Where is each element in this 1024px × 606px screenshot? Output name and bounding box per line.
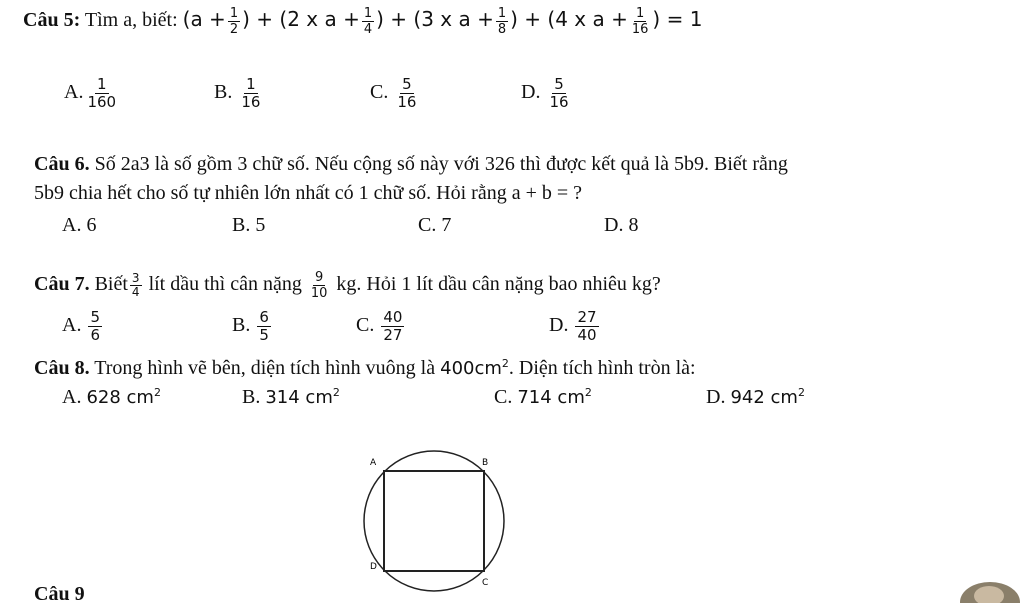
option-value-text: 628 cm xyxy=(86,387,154,408)
option-letter: B. xyxy=(232,314,251,337)
option-value xyxy=(517,387,592,408)
question-6-line-2: 5b9 chia hết cho số tự nhiên lớn nhất có 1 chữ số. Hỏi rằng a + b = ? xyxy=(34,182,583,204)
question-5-term-5: ) = 1 xyxy=(652,7,703,32)
option-letter: A. xyxy=(62,386,82,408)
question-6-label: Câu 6. xyxy=(34,153,90,175)
option-letter: B. xyxy=(242,386,261,408)
question-5-term-1: (a + xyxy=(182,7,226,32)
square-area-value xyxy=(440,358,509,379)
vertex-label-b: B xyxy=(482,458,489,468)
option-letter: B. xyxy=(214,81,233,104)
option-fraction: $\frac{5}{16}$ xyxy=(549,75,569,111)
q7-option-a[interactable] xyxy=(62,309,104,344)
question-8-text xyxy=(34,357,696,380)
q7-option-b[interactable] xyxy=(232,309,273,344)
option-fraction: $\frac{6}{5}$ xyxy=(259,308,269,344)
option-superscript: 2 xyxy=(332,386,340,399)
option-fraction: $\frac{5}{16}$ xyxy=(397,75,417,111)
q8-option-d[interactable] xyxy=(706,386,805,409)
q5-option-b[interactable] xyxy=(214,76,264,111)
option-letter: C. xyxy=(494,386,513,408)
option-letter: A. xyxy=(64,81,84,104)
option-fraction: $\frac{5}{6}$ xyxy=(90,308,100,344)
option-superscript: 2 xyxy=(584,386,592,399)
option-value-text: 714 cm xyxy=(517,387,585,408)
fraction-1-4: $\frac{1}{4}$ xyxy=(363,6,373,37)
question-7-text-1: Biết xyxy=(94,273,128,296)
question-5-term-2: ) + (2 x a + xyxy=(242,7,360,32)
question-5-term-4: ) + (4 x a + xyxy=(510,7,628,32)
question-7-text-2: lít dầu thì cân nặng xyxy=(148,273,302,296)
q8-option-c[interactable] xyxy=(494,386,592,409)
question-7-label: Câu 7. xyxy=(34,273,90,296)
option-superscript: 2 xyxy=(153,386,161,399)
question-7-text-3: kg. Hỏi 1 lít dầu cân nặng bao nhiêu kg? xyxy=(336,273,661,296)
q5-option-c[interactable] xyxy=(370,76,420,111)
question-6-line-1 xyxy=(34,153,788,176)
question-5-text xyxy=(23,6,702,37)
option-letter: C. xyxy=(370,81,389,104)
option-value xyxy=(86,387,161,408)
question-5-intro: Tìm a, biết: xyxy=(84,9,178,32)
q8-option-a[interactable] xyxy=(62,386,161,409)
square-shape xyxy=(384,471,484,571)
q5-option-d[interactable] xyxy=(521,76,573,111)
option-fraction: $\frac{1}{16}$ xyxy=(241,75,261,111)
option-letter: D. xyxy=(706,386,726,408)
question-8-text-1: Trong hình vẽ bên, diện tích hình vuông là xyxy=(94,357,436,379)
area-value-text: 400cm xyxy=(440,358,502,379)
option-fraction: $\frac{40}{27}$ xyxy=(383,308,403,344)
q6-option-c[interactable]: C. 7 xyxy=(418,214,452,236)
option-letter: D. xyxy=(521,81,541,104)
option-value xyxy=(730,387,805,408)
question-7-text xyxy=(34,270,661,301)
option-fraction: $\frac{1}{160}$ xyxy=(87,75,117,111)
vertex-label-a: A xyxy=(370,458,377,468)
fraction-9-10: $\frac{9}{10}$ xyxy=(310,270,328,301)
fraction-1-8: $\frac{1}{8}$ xyxy=(497,6,507,37)
corner-photo-fragment xyxy=(952,578,1024,603)
option-fraction: $\frac{27}{40}$ xyxy=(577,308,597,344)
q7-option-c[interactable] xyxy=(356,309,406,344)
q6-option-d[interactable]: D. 8 xyxy=(604,214,639,236)
q6-option-a[interactable]: A. 6 xyxy=(62,214,97,236)
square-in-circle-figure xyxy=(350,447,530,597)
q7-option-d[interactable] xyxy=(549,309,601,344)
option-letter: C. xyxy=(356,314,375,337)
vertex-label-d: D xyxy=(370,562,377,572)
area-superscript: 2 xyxy=(501,357,509,370)
question-6-text-1: Số 2a3 là số gồm 3 chữ số. Nếu cộng số này với 326 thì được kết quả là 5b9. Biết rằng xyxy=(94,153,788,175)
q5-option-a[interactable] xyxy=(64,76,120,111)
fraction-1-2: $\frac{1}{2}$ xyxy=(229,6,239,37)
question-5-label: Câu 5: xyxy=(23,9,81,32)
option-superscript: 2 xyxy=(797,386,805,399)
question-8-text-2: . Diện tích hình tròn là: xyxy=(508,357,696,379)
question-8-label: Câu 8. xyxy=(34,357,90,379)
question-9-label: Câu 9 xyxy=(34,583,85,605)
vertex-label-c: C xyxy=(482,578,489,588)
fraction-3-4: $\frac{3}{4}$ xyxy=(131,271,140,299)
question-5-term-3: ) + (3 x a + xyxy=(376,7,494,32)
option-value xyxy=(265,387,340,408)
q6-option-b[interactable]: B. 5 xyxy=(232,214,266,236)
option-value-text: 942 cm xyxy=(730,387,798,408)
option-letter: A. xyxy=(62,314,82,337)
option-letter: D. xyxy=(549,314,569,337)
fraction-1-16: $\frac{1}{16}$ xyxy=(631,6,649,37)
option-value-text: 314 cm xyxy=(265,387,333,408)
q8-option-b[interactable] xyxy=(242,386,340,409)
